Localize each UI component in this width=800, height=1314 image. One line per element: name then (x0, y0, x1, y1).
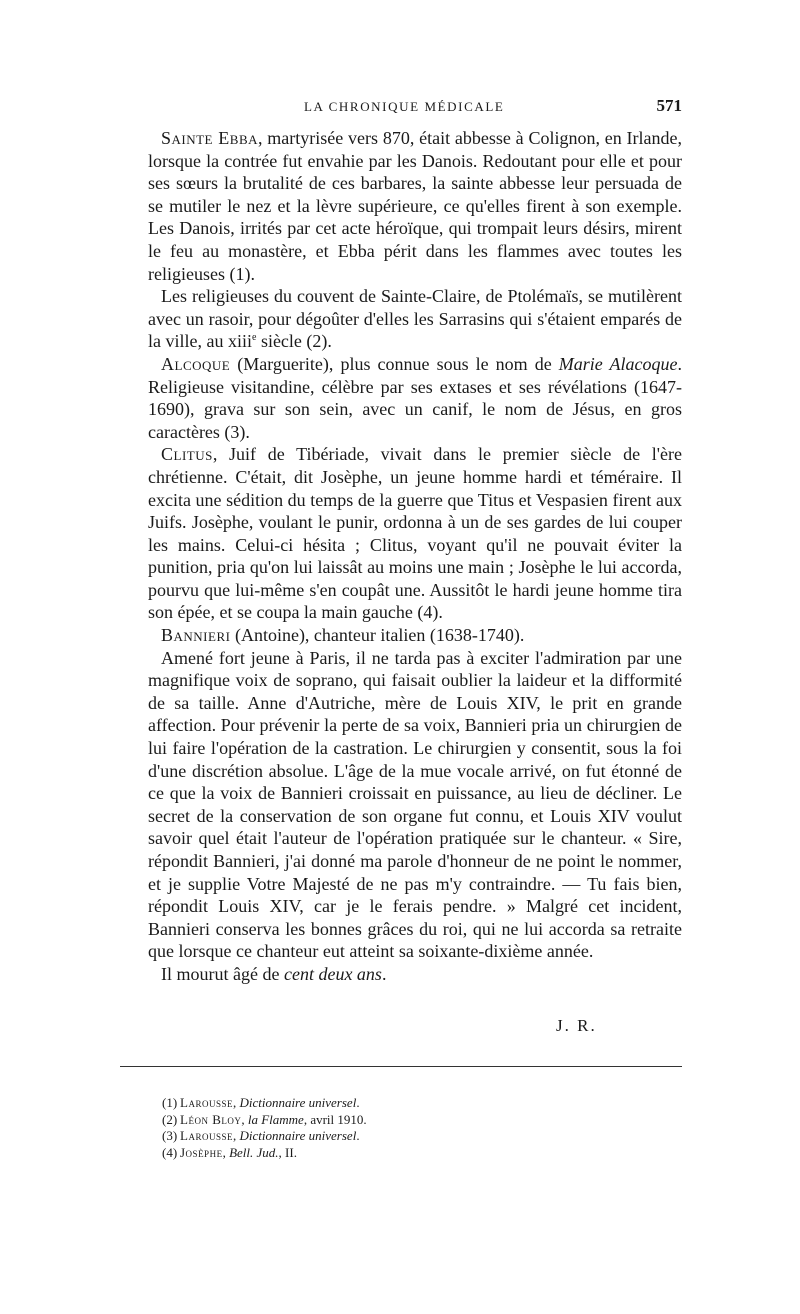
footnote-separator: , (241, 1111, 248, 1127)
paragraph-text-end: . (381, 963, 387, 984)
paragraph-bannieri-story (148, 647, 682, 963)
entry-name: Clitus (161, 444, 213, 465)
paragraph-text: Il mourut âgé de (161, 963, 284, 984)
footnote-rest: . (356, 1095, 360, 1110)
footnote-divider (120, 1066, 682, 1067)
article-body (148, 127, 682, 986)
footnote-author: Léon Bloy (180, 1111, 242, 1127)
paragraph-clitus (148, 443, 682, 624)
entry-name: Bannieri (161, 625, 231, 646)
footnote-number: (3) (162, 1128, 178, 1143)
italic-phrase: cent deux ans (283, 963, 382, 984)
footnote-rest: , avril 1910. (303, 1111, 367, 1127)
footnote-number: (2) (162, 1111, 178, 1127)
footnote-item (162, 1112, 682, 1129)
paragraph-text: Les religieuses du couvent de Sainte-Claire, de Ptolémaïs, se mutilèrent avec un rasoir, pour dégoûter d'elles les Sarrasins qui s'étaient emparés de la ville, au xiii (148, 286, 682, 352)
footnote-separator: , (222, 1144, 230, 1160)
footnote-rest: . (356, 1128, 360, 1143)
footnote-separator: , (232, 1128, 240, 1143)
paragraph-text: Amené fort jeune à Paris, il ne tarda pas à exciter l'admiration par une magnifique voix de soprano, qui faisait oublier la laideur et la difformité de sa taille. Anne d'Autriche, mère de Louis XIV, le prit en grande affection. Pour prévenir la perte de sa voix, Bannieri pria un chirurgien de lui faire l'opération de la castration. Le chirurgien y consentit, sous la foi d'une discrétion absolue. L'âge de la mue vocale arrivé, on fut étonné de ce que la voix de Bannieri croissait en puissance, au lieu de décliner. Le secret de la conservation de son organe fut connu, et Louis XIV voulut savoir quel était l'auteur de l'opération pratiquée sur le chanteur. « Sire, répondit Bannieri, j'ai donné ma parole d'honneur de ne point le nommer, et je supplie Votre Majesté de ne pas m'y contraindre. — Tu fais bien, répondit Louis XIV, car je le ferais pendre. » Malgré cet incident, Bannieri conserva les bonnes grâces du roi, qui ne lui accorda sa retraite que lorsque ce chanteur eut atteint sa soixante-dixième année. (148, 647, 682, 962)
page-header (148, 96, 682, 120)
footnote-title: la Flamme (247, 1111, 304, 1127)
footnotes (162, 1095, 682, 1161)
footnote-author: Larousse (180, 1128, 233, 1143)
running-title: LA CHRONIQUE MÉDICALE (304, 99, 505, 114)
italic-name: Marie Alacoque (558, 353, 678, 374)
superscript: e (251, 332, 257, 344)
paragraph-text: (Marguerite), plus connue sous le nom de (230, 353, 559, 374)
footnote-item (162, 1095, 682, 1112)
footnote-title: Dictionnaire universel (239, 1128, 357, 1143)
entry-name: Sainte Ebba (161, 128, 259, 148)
footnote-item (162, 1145, 682, 1162)
paragraph-text-end: . Religieuse visitandine, célèbre par ses extases et ses révélations (1647-1690), grava sur son sein, avec un canif, le nom de Jésus, en gros caractères (3). (148, 353, 682, 442)
footnote-number: (4) (162, 1144, 178, 1160)
paragraph-bannieri-heading (148, 624, 682, 647)
footnote-author: Josèphe (180, 1144, 223, 1160)
footnote-title: Bell. Jud. (229, 1144, 279, 1160)
paragraph-death (148, 963, 682, 986)
paragraph-text: , Juif de Tibériade, vivait dans le premier siècle de l'ère chrétienne. C'était, dit Josèphe, un jeune homme hardi et téméraire. Il excita une sédition du temps de la guerre que Titus et Vespasien firent aux Juifs. Josèphe, voulant le punir, ordonna à un de ses gardes de lui couper les mains. Celui-ci hésita ; Clitus, voyant qu'il ne pouvait éviter la punition, pria qu'on lui laissât au moins une main ; Josèphe le lui accorda, pourvu que lui-même s'en coupât une. Aussitôt le hardi jeune homme tira son épée, et se coupa la main gauche (4). (148, 444, 682, 623)
paragraph-ebba (148, 127, 682, 285)
paragraph-text-end: siècle (2). (256, 331, 332, 352)
author-signature: J. R. (556, 1016, 597, 1035)
footnote-title: Dictionnaire universel (239, 1095, 357, 1110)
paragraph-text: , martyrisée vers 870, était abbesse à Colignon, en Irlande, lorsque la contrée fut envahie par les Danois. Redoutant pour elle et pour ses sœurs la brutalité de ces barbares, la sainte abbesse leur persuada de se mutiler le nez et la lèvre supérieure, ce qu'elles firent à son exemple. Les Danois, irrités par cet acte héroïque, qui trompait leurs désirs, mirent le feu au monastère, et Ebba périt dans les flammes avec toutes les religieuses (1). (148, 128, 682, 284)
entry-name: Alcoque (161, 353, 231, 374)
footnote-author: Larousse (180, 1095, 233, 1110)
footnote-rest: , II. (278, 1144, 297, 1160)
footnote-item (162, 1128, 682, 1145)
footnote-separator: , (232, 1095, 240, 1110)
page-number: 571 (656, 96, 682, 115)
paragraph-sainte-claire (148, 285, 682, 353)
paragraph-text: (Antoine), chanteur italien (1638-1740). (230, 625, 525, 646)
footnote-number: (1) (162, 1095, 178, 1110)
paragraph-alcoque (148, 353, 682, 443)
